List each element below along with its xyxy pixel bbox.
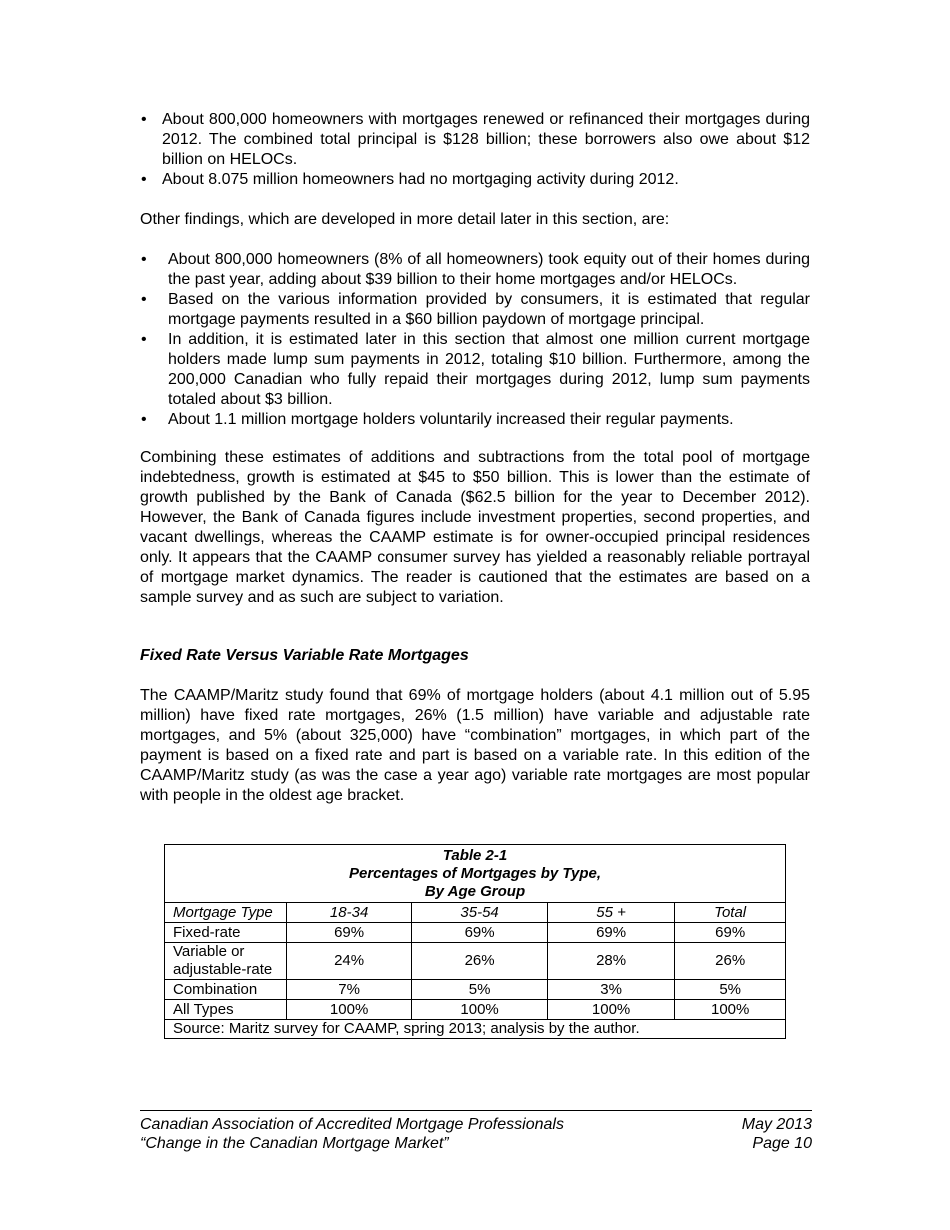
list-item: • In addition, it is estimated later in this section that almost one million current mortgage holders made lump sum payments in 2012, totaling $10 billion. Furthermore, among the 200,000 Canadian who fully repaid their mortgages during 2012, lump sum payments totaled about $3 billion. xyxy=(140,330,810,410)
table-cell: 28% xyxy=(547,943,675,980)
table-row xyxy=(165,943,786,980)
page-footer xyxy=(140,1110,812,1153)
row-label: Fixed-rate xyxy=(165,923,287,943)
list-item: • About 1.1 million mortgage holders voluntarily increased their regular payments. xyxy=(140,410,810,430)
table-source-note: Source: Maritz survey for CAAMP, spring 2013; analysis by the author. xyxy=(165,1020,786,1039)
other-findings-intro: Other findings, which are developed in more detail later in this section, are: xyxy=(140,211,670,228)
table-2-1 xyxy=(164,844,786,1039)
table-cell: 26% xyxy=(412,943,547,980)
footer-date: May 2013 xyxy=(741,1116,812,1133)
row-label: All Types xyxy=(165,1000,287,1020)
column-header: 18-34 xyxy=(286,903,412,923)
table-cell: 69% xyxy=(675,923,786,943)
table-caption-line: Table 2-1 xyxy=(442,847,508,864)
combining-paragraph: Combining these estimates of additions and subtractions from the total pool of mortgage indebtedness, growth is estimated at $45 to $50 billion. This is lower than the estimate of growth published by the Bank of Canada ($62.5 billion for the year to December 2012). However, the Bank of Canada figures include investment properties, second properties, and vacant dwellings, whereas the CAAMP estimate is for owner-occupied principal residences only. It appears that the CAAMP consumer survey has yielded a reasonably reliable portrayal of mortgage market dynamics. The reader is cautioned that the estimates are based on a sample survey and as such are subject to variation. xyxy=(140,449,810,606)
column-header: 35-54 xyxy=(412,903,547,923)
table-cell: 69% xyxy=(547,923,675,943)
table-cell: 7% xyxy=(286,980,412,1000)
section-paragraph: The CAAMP/Maritz study found that 69% of mortgage holders (about 4.1 million out of 5.95 million) have fixed rate mortgages, 26% (1.5 million) have variable and adjustable rate mortgages, and 5% (about 325,000) have “combination” mortgages, in which part of the payment is based on a fixed rate and part is based on a variable rate. In this edition of the CAAMP/Maritz study (as was the case a year ago) variable rate mortgages are most popular with people in the oldest age bracket. xyxy=(140,687,810,804)
table-cell: 69% xyxy=(286,923,412,943)
table-cell: 69% xyxy=(412,923,547,943)
footer-page-number: Page 10 xyxy=(752,1135,812,1152)
table-row xyxy=(165,923,786,943)
table-cell: 24% xyxy=(286,943,412,980)
table-caption-line: Percentages of Mortgages by Type, xyxy=(348,865,601,882)
table-cell: 100% xyxy=(675,1000,786,1020)
table-header-row xyxy=(165,903,786,923)
table-cell: 5% xyxy=(675,980,786,1000)
footer-org: Canadian Association of Accredited Mortgage Professionals xyxy=(140,1116,564,1133)
table-caption xyxy=(165,845,786,903)
list-item: • About 8.075 million homeowners had no mortgaging activity during 2012. xyxy=(140,170,810,190)
list-item: • Based on the various information provided by consumers, it is estimated that regular mortgage payments resulted in a $60 billion paydown of mortgage principal. xyxy=(140,290,810,330)
top-bullet-list xyxy=(140,110,810,190)
table-caption-line: By Age Group xyxy=(424,883,526,900)
table-cell: 26% xyxy=(675,943,786,980)
table-cell: 100% xyxy=(412,1000,547,1020)
page-body xyxy=(140,110,810,806)
column-header: 55 + xyxy=(547,903,675,923)
row-label: Variable or adjustable-rate xyxy=(165,943,287,980)
mortgage-type-table xyxy=(164,844,786,1039)
list-item: • About 800,000 homeowners (8% of all homeowners) took equity out of their homes during the past year, adding about $39 billion to their home mortgages and/or HELOCs. xyxy=(140,250,810,290)
section-heading: Fixed Rate Versus Variable Rate Mortgages xyxy=(140,647,469,664)
table-row xyxy=(165,980,786,1000)
list-item: • About 800,000 homeowners with mortgages renewed or refinanced their mortgages during 2012. The combined total principal is $128 billion; these borrowers also owe about $12 billion on HELOCs. xyxy=(140,110,810,170)
column-header: Total xyxy=(675,903,786,923)
findings-bullet-list xyxy=(140,250,810,430)
table-cell: 100% xyxy=(547,1000,675,1020)
footer-report-title: “Change in the Canadian Mortgage Market” xyxy=(140,1135,449,1152)
column-header: Mortgage Type xyxy=(165,903,287,923)
table-cell: 5% xyxy=(412,980,547,1000)
table-cell: 3% xyxy=(547,980,675,1000)
table-row xyxy=(165,1000,786,1020)
table-cell: 100% xyxy=(286,1000,412,1020)
row-label: Combination xyxy=(165,980,287,1000)
